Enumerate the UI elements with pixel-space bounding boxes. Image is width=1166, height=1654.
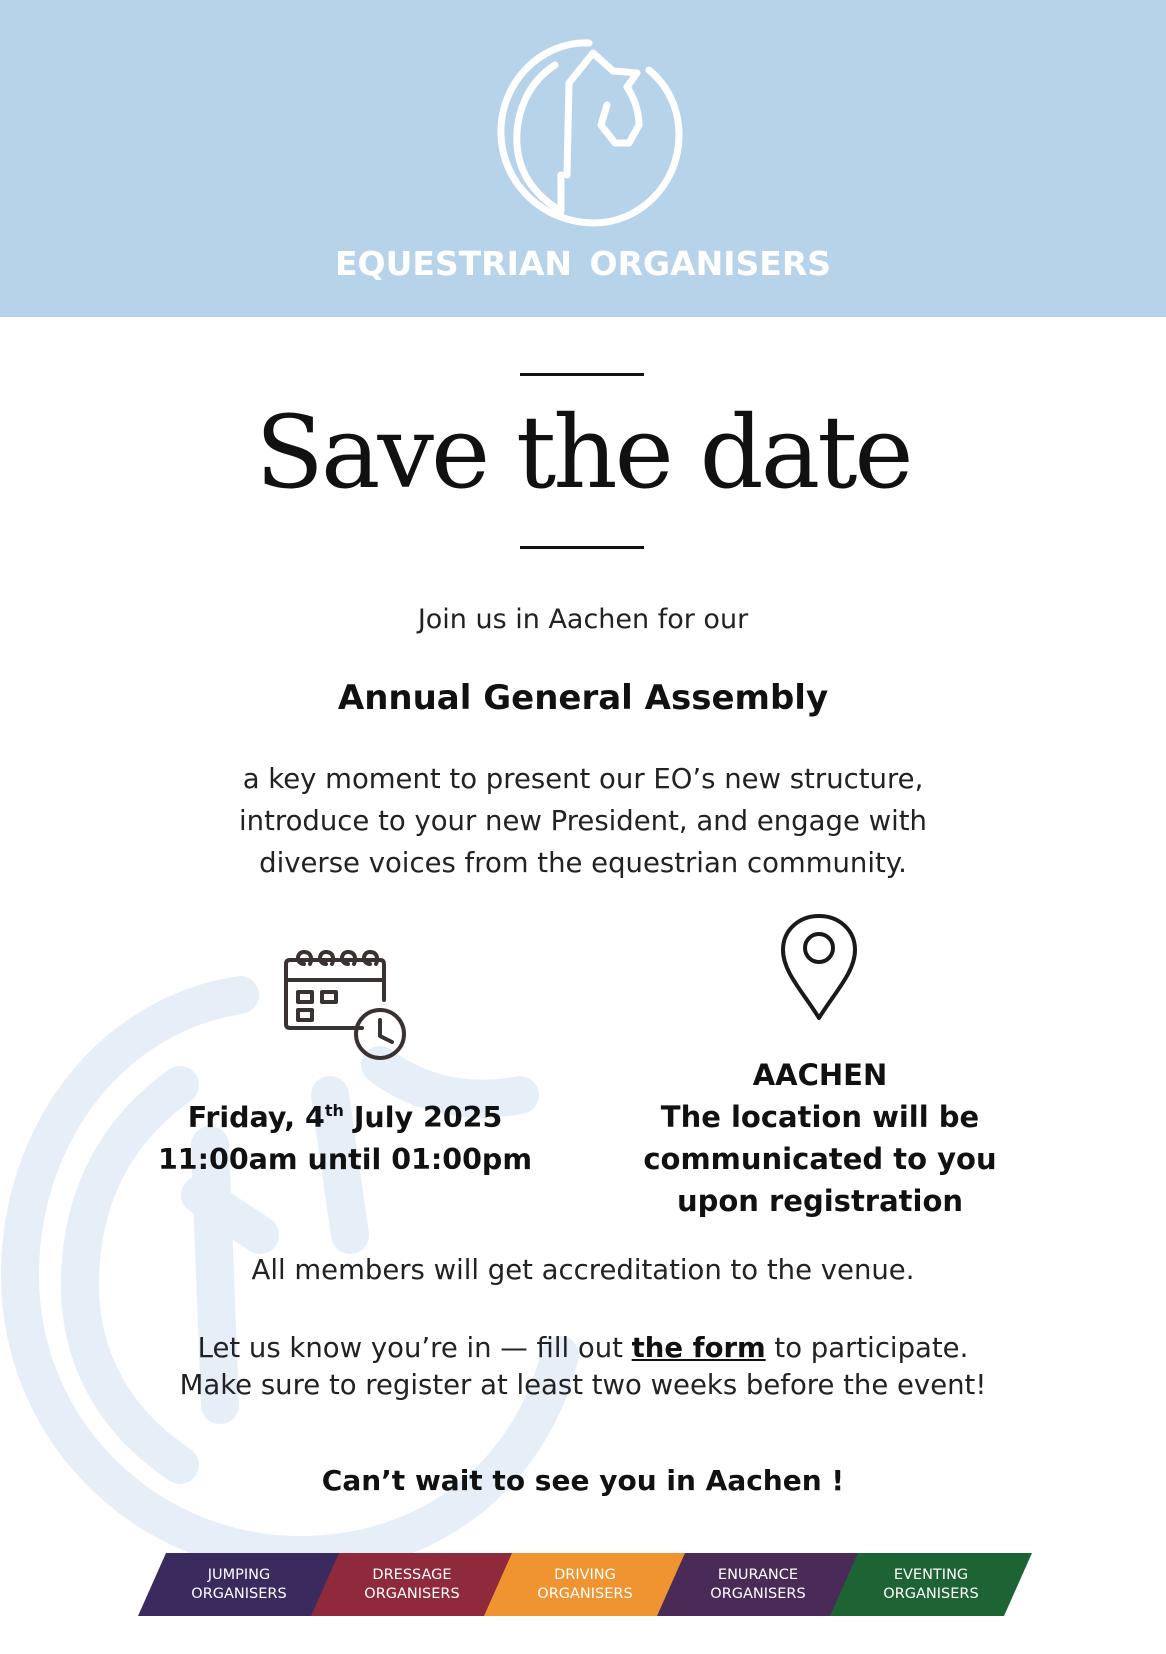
banner-dressage — [311, 1553, 513, 1616]
banner-endurance — [657, 1553, 859, 1616]
banner-line-1: DRESSAGE — [372, 1566, 452, 1583]
banner-jumping — [138, 1553, 340, 1616]
banner-label — [657, 1553, 859, 1616]
location-line: communicated to you — [643, 1142, 997, 1176]
event-description — [0, 758, 1166, 884]
event-heading: Annual General Assembly — [337, 678, 829, 718]
banner-line-2: ORGANISERS — [883, 1585, 979, 1602]
horse-logo-icon — [489, 25, 689, 231]
event-time: 11:00am until 01:00pm — [157, 1143, 533, 1176]
event-date — [140, 1097, 550, 1139]
banner-line-2: ORGANISERS — [537, 1585, 633, 1602]
bottom-divider — [520, 546, 644, 549]
page-title: Save the date — [255, 394, 911, 511]
event-datetime — [140, 1097, 550, 1181]
registration-form-link[interactable]: the form — [631, 1332, 766, 1364]
description-line: diverse voices from the equestrian community. — [259, 847, 907, 879]
banner-label — [311, 1553, 513, 1616]
date-suffix: July 2025 — [343, 1101, 503, 1134]
calendar-clock-icon — [282, 950, 408, 1064]
banner-line-1: ENURANCE — [717, 1566, 799, 1583]
header-band — [0, 0, 1166, 317]
banner-driving — [484, 1553, 686, 1616]
brand-name: EQUESTRIAN ORGANISERS — [334, 244, 832, 283]
description-line: a key moment to present our EO’s new structure, — [242, 763, 924, 795]
date-ordinal: th — [324, 1101, 344, 1120]
date-prefix: Friday, 4 — [187, 1101, 325, 1134]
banner-line-2: ORGANISERS — [191, 1585, 287, 1602]
banner-label — [138, 1553, 340, 1616]
closing-line: Can’t wait to see you in Aachen ! — [321, 1464, 845, 1497]
banner-label — [484, 1553, 686, 1616]
map-pin-icon — [779, 912, 859, 1022]
banner-eventing — [830, 1553, 1032, 1616]
location-city: AACHEN — [752, 1058, 888, 1092]
event-location — [600, 1054, 1040, 1222]
location-line: The location will be — [660, 1100, 980, 1134]
banner-line-2: ORGANISERS — [710, 1585, 806, 1602]
accreditation-note: All members will get accreditation to the venue. — [251, 1254, 915, 1286]
top-divider — [520, 373, 644, 376]
cta-line-1 — [0, 1330, 1166, 1367]
cta-text-before: Let us know you’re in — fill out — [197, 1332, 632, 1364]
intro-text: Join us in Aachen for our — [417, 604, 749, 635]
description-line: introduce to your new President, and engage with — [239, 805, 927, 837]
banner-line-2: ORGANISERS — [364, 1585, 460, 1602]
banner-line-1: JUMPING — [207, 1566, 271, 1583]
banner-line-1: EVENTING — [893, 1566, 969, 1583]
cta-line-2: Make sure to register at least two weeks before the event! — [179, 1369, 987, 1401]
banner-label — [830, 1553, 1032, 1616]
banner-line-1: DRIVING — [554, 1566, 616, 1583]
registration-cta — [0, 1330, 1166, 1404]
cta-text-after: to participate. — [765, 1332, 969, 1364]
location-line: upon registration — [676, 1184, 964, 1218]
